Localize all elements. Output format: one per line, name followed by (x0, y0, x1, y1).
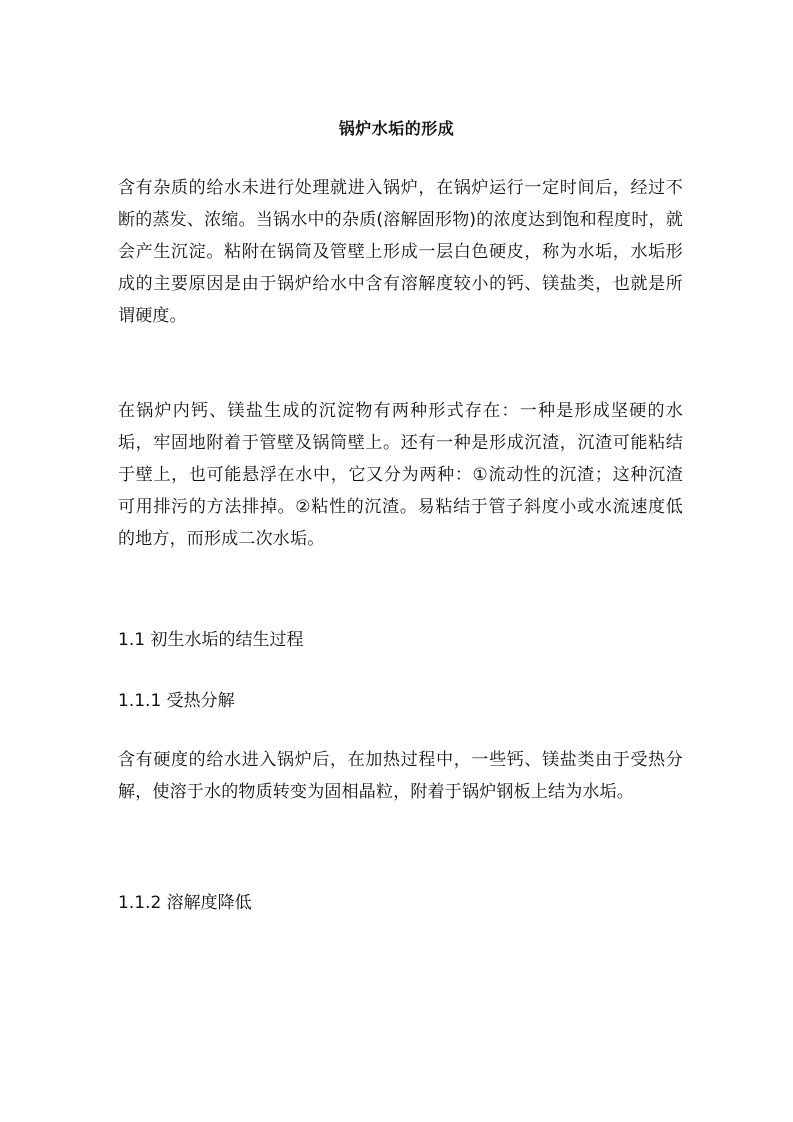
document-title: 锅炉水垢的形成 (338, 119, 455, 138)
paragraph-precipitate-forms: 在锅炉内钙、镁盐生成的沉淀物有两种形式存在：一种是形成坚硬的水垢，牢固地附着于管壁及锅筒壁上。还有一种是形成沉渣，沉渣可能粘结于壁上，也可能悬浮在水中，它又分为两种：①流动性的沉渣；这种沉渣可用排污的方法排掉。②粘性的沉渣。易粘结于管子斜度小或水流速度低的地方，而形成二次水垢。 (118, 401, 683, 549)
heading-thermal-decomposition: 1.1.1 受热分解 (118, 691, 235, 711)
paragraph-scale-formation: 含有杂质的给水未进行处理就进入锅炉，在锅炉运行一定时间后，经过不断的蒸发、浓缩。当锅水中的杂质(溶解固形物)的浓度达到饱和程度时，就会产生沉淀。粘附在锅筒及管壁上形成一层白色硬皮，称为水垢，水垢形成的主要原因是由于锅炉给水中含有溶解度较小的钙、镁盐类，也就是所谓硬度。 (118, 178, 683, 326)
heading-primary-scale-process: 1.1 初生水垢的结生过程 (118, 630, 304, 650)
paragraph-thermal-decomposition: 含有硬度的给水进入锅炉后，在加热过程中，一些钙、镁盐类由于受热分解，使溶于水的物质转变为固相晶粒，附着于锅炉钢板上结为水垢。 (118, 750, 683, 802)
heading-solubility-decrease: 1.1.2 溶解度降低 (118, 893, 252, 913)
